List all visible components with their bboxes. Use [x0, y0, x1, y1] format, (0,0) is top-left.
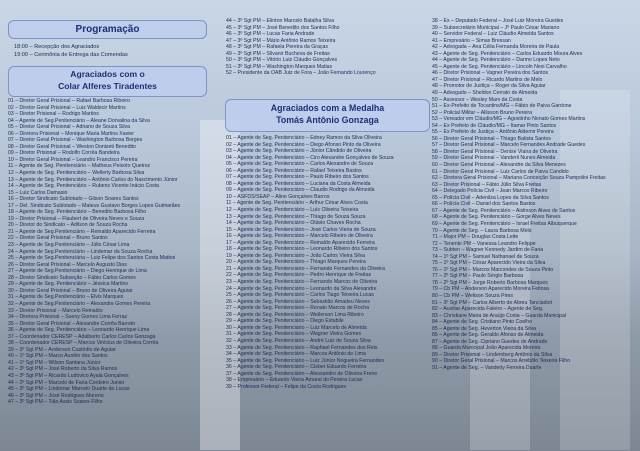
list-item: 66 – Polícia Civil – Daniel dos Santos Bastos: [432, 201, 536, 208]
list-item: 87 – Agente de Seg. Cipriano Guedes de Andrade: [432, 338, 548, 345]
list-item: 11 – Agente de Seg. Penitenciário – Arthur César Alves Costa: [226, 200, 368, 207]
list-item: 23 – Agente de Seg.Penitenciário – Júlio César Lima: [8, 242, 130, 249]
list-item: 55 – Ex Prefeito de Justiça – Antônio Aldemir Pereira: [432, 129, 554, 136]
list-item: 47 – 3º Sgt PM – Mário Antônio Ramos Teixeira: [226, 37, 336, 44]
list-item: 42 – 3º Sgt PM – José Roberto da Silva Ramos: [8, 366, 118, 373]
list-item: 08 – Agente de Seg. Penitenciário – Luciana da Costa Almeida: [226, 180, 371, 187]
list-item: 85 – Agente de Seg. Heverton Vieira da Silva: [432, 325, 537, 332]
list-item: 51 – 3º Sgt PM – Washington Marques Matias: [226, 63, 333, 70]
list-item: 47 – 3º Sgt PM – Tião Assis Soares Filho: [8, 399, 103, 406]
list-item: 18 – Agente de Seg. Penitenciário – Leonardo Ribeiro dos Santos: [226, 246, 378, 253]
list-item: 17 – Del. Sindicato Sublotado – Mateus Gustavo Borges Lopes Guimarães: [8, 202, 181, 209]
list-item: 07 – Agente de Seg. Penitenciário – Paulo Ribeiro dos Santos: [226, 174, 369, 181]
list-item: 25 – Agente de Seg. Penitenciário – Carlos Tiago Teixeira Lucas: [226, 292, 374, 299]
list-item: 04 – Agente de Seg.Penitenciário – Aleane Dorvalina da Silva: [8, 117, 150, 124]
tiradentes-title-line1: Agraciados com o: [70, 69, 145, 79]
list-item: 76 – 1º Sgt PM – Marcos Marcondes de Souza Pinto: [432, 266, 554, 273]
list-item: 71 – Major PM – Douglas Costa Leite: [432, 234, 519, 241]
list-item: 56 – Diretor Geral Prisional – Thiago Batista Santos: [432, 135, 551, 142]
list-item: 11 – Agente de Seg. Penitenciário – Matheus Peixoto Queiroz: [8, 163, 151, 170]
list-item: 37 – Coordenador CERESP – Adalberto Carlos Carlos Gonzaga: [8, 333, 156, 340]
list-item: 63 – Diretor Prisional – Fábio Júlio Silva Freitas: [432, 181, 542, 188]
list-item: 69 – Agente de Seg. Penitenciário – Israel Freitas Albuquerque: [432, 220, 577, 227]
list-item: 16 – Agente de Seg. Penitenciário – Marcelo Ribeiro de Oliveira: [226, 233, 373, 240]
list-item: 12 – Agente de Seg. Penitenciário – Luís Oliveira Teixeira: [226, 207, 359, 214]
list-item: 34 – Agente de Seg. Penitenciário – Marcos Antônio de Lima: [226, 351, 366, 358]
list-item: 48 – 3º Sgt PM – Rafaela Pereira da Graças: [226, 44, 328, 51]
list-item: 70 – Agente de Seg. – Laura Barbosa Melo: [432, 227, 532, 234]
list-item: 81 – 3º Sgt PM – Carlos Alberto de Abreu Tanciadori: [432, 299, 553, 306]
list-item: 50 – Assessor – Wesley Marx da Costa: [432, 96, 523, 103]
list-item: 54 – Ex Prefeito de Cláudio/MG – Itamar Pinto Santos: [432, 122, 557, 129]
list-item: 43 – 3º Sgt PM – Ricardo Ludovico Ayala Gonçalves: [8, 372, 129, 379]
list-item: 25 – Agente de Seg.Penitenciária – Luiz Felipe dos Santos Costa Mattos: [8, 255, 176, 262]
list-item: 35 – Agente de Seg. Penitenciário – Luiz Júnior Nogueira Fernandes: [226, 357, 385, 364]
list-item: 62 – Diretora Geral Prisional – Mariana Conceição Souza Pampolini Freitas: [432, 175, 606, 182]
gonzaga-title-line2: Tomás Antônio Gonzaga: [276, 115, 379, 125]
list-item: 36 – Agente de Seg. Penitenciário – Cleber Eduardo Ferreira: [226, 364, 367, 371]
list-item: 75 – 1º Sgt PM – César Aparecido Vieira da Silva: [432, 260, 546, 267]
list-item: 65 – Polícia Civil – Adenilza Lopes da Silva Santos: [432, 194, 549, 201]
gonzaga-header: [225, 99, 430, 132]
list-item: 68 – Agente de Seg. Penitenciário – Gorge Alves Neves: [432, 214, 561, 221]
list-item: 19 – Agente de Seg. Penitenciário – João Carlos Vieira Silva: [226, 252, 366, 259]
programacao-schedule: [14, 44, 128, 59]
list-item: 64 – Delegado Polícia Civil – Jean Marcos Ribeiro: [432, 188, 548, 195]
list-item: 10 – Diretor Geral Prisional – Leandro Francisco Pereira: [8, 156, 138, 163]
list-item: 06 – Diretora Prisional – Monique Maria Martins Xavier: [8, 130, 134, 137]
list-item: 46 – 3º Sgt PM – José Rodrigues Moreno: [8, 392, 104, 399]
gonzaga-list-continued: [432, 18, 636, 449]
list-item: 52 – Policial Militar – Allisson Bruno Pereira: [432, 109, 533, 116]
list-item: 51 – Ex-Prefeito de Tocantins/MG – Fábio de Paiva Gardone: [432, 103, 572, 110]
list-item: 61 – Diretor Geral Prisional – Luiz Carlos de Paiva Candido: [432, 168, 569, 175]
list-item: 30 – Agente de Seg. Penitenciário – Luiz Marcelo de Almeida: [226, 324, 367, 331]
list-item: 80 – Cb PM – Welison Souza Pires: [432, 292, 513, 299]
list-item: 23 – Agente de Seg. Penitenciário – Fernando Marcos de Oliveira: [226, 279, 378, 286]
list-item: 40 – 1º Sgt PM – Marco Aurélio dos Santos: [8, 353, 108, 360]
tiradentes-list-continued: [226, 18, 426, 80]
list-item: 88 – Guarda Municipal João Aparecida Moreira: [432, 345, 541, 352]
list-item: 90 – Diretor Geral Prisional – Marcos Arrebôlo Teixeira Filho: [432, 358, 571, 365]
list-item: 15 – Luiz Carlos Damasio: [8, 189, 68, 196]
list-item: 07 – Diretor Geral Prisional – Washington Barbosa Borges: [8, 137, 143, 144]
list-item: 47 – Diretor Prisional – Ricardo Martins de Melo: [432, 76, 543, 83]
list-item: 21 – Agente de Seg.Penitenciário – Reinaldo Aparecido Ferreira: [8, 228, 156, 235]
list-item: 37 – Agente de Seg. Penitenciário – Alessandro de Oliveira Freire: [226, 370, 378, 377]
list-item: 13 – Agente de Seg. Penitenciário – Thiago de Souza Souza: [226, 213, 366, 220]
list-item: 39 – Subsecretário Municipal – Jº Paulo César Mariano: [432, 24, 560, 31]
list-item: 78 – 2º Sgt PM – Jorge Roberto Barbosa Marques: [432, 279, 548, 286]
list-item: 67 – Agente de Seg. Penitenciário – Aislinson Alves de Santos: [432, 207, 576, 214]
list-item: 77 – 2º Sgt PM – Paulo Sérgio Barbosa: [432, 273, 524, 280]
list-item: 26 – Agente de Seg. Penitenciário – Sebastião Amadeu Neves: [226, 298, 370, 305]
list-item: 45 – 3º Sgt PM – José Benedito dos Santos Filho: [226, 24, 340, 31]
list-item: 09 – Agente de Seg. Penitenciário – Claudio Rodrigo da Almeida: [226, 187, 375, 194]
programacao-header: [8, 20, 207, 39]
list-item: 48 – Promotor de Justiça – Roger da Silva Aguiar: [432, 83, 546, 90]
list-item: 14 – Agente de Seg. Penitenciário – Rubens Vicente Inácio Costa: [8, 183, 160, 190]
list-item: 22 – Diretor Geral Prisional – Bruno Santos: [8, 235, 108, 242]
list-item: 26 – Diretor Geral Prisional – Marcelo Augusto Dias: [8, 261, 127, 268]
list-item: 33 – Diretor Prisional – Marcelo Reinaldo: [8, 307, 103, 314]
programacao-title: Programação: [75, 24, 140, 35]
list-item: 44 – 2º Sgt PM – Marcelo de Faria Cordeiro Junior: [8, 379, 125, 386]
list-item: 86 – Agente de Seg. Geraldo Afonso de Almeida: [432, 332, 544, 339]
list-item: 32 – Agente de Seg. Penitenciário – André Luiz de Souza Silva: [226, 337, 371, 344]
list-item: 73 – Subten – Wagner Kennedy Jardim de Faria: [432, 247, 544, 254]
list-item: 44 – Agente de Seg. Penitenciário – Darmo Lopes Neto: [432, 57, 560, 64]
list-item: 29 – Agente de Seg. Penitenciário – Jéssica Martins: [8, 281, 128, 288]
list-item: 28 – Agente de Seg. Penitenciário – Wellerson Lima Ribeiro: [226, 311, 364, 318]
list-item: 10 – ASFDS/SEAP – Aline Gonçalves Barros: [226, 193, 330, 200]
list-item: 16 – Diretor Sindicato Sublotado – Gilson Soares Santos: [8, 196, 139, 203]
list-item: 06 – Agente de Seg. Penitenciário – Rafael Teixeira Bastos: [226, 167, 362, 174]
list-item: 15 – Agente de Seg. Penitenciário – José Carlos Vieira de Souza: [226, 226, 376, 233]
list-item: 13 – Agente de Seg. Penitenciário – Antônio Carlos do Nascimento Júnior: [8, 176, 178, 183]
list-item: 36 – Agente de Seg. Penitenciário – Leonardo Henrique Lima: [8, 327, 150, 334]
list-item: 18 – Agente de Seg. Penitenciário – Benedito Barbosa Filho: [8, 209, 147, 216]
list-item: 38 – Empresário – Eduardo Vieira Amaral do Pereira Lucas: [226, 377, 363, 384]
list-item: 60 – Diretor Geral Prisional – Alexandre da Silva Menezes: [432, 162, 566, 169]
list-item: 72 – Tenente PM – Vanessa Leandro Felippe: [432, 240, 536, 247]
list-item: 50 – 3º Sgt PM – Vitório Luiz Cláudio Gonçalves: [226, 57, 338, 64]
list-item: 20 – Diretor do Sindicato – Adilson de Souza Rocha: [8, 222, 128, 229]
list-item: 30 – Diretor Geral Prisional – Bruno de Oliveira Aguiar: [8, 287, 133, 294]
list-item: 12 – Agente de Seg. Penitenciário – Wellerty Barbosa Silva: [8, 170, 145, 177]
list-item: 34 – Diretora Prisional – Sueny Gomes Lima Ferraz: [8, 314, 128, 321]
list-item: 46 – 3º Sgt PM – Lucas Faria Andrade: [226, 31, 315, 38]
list-item: 35 – Diretor Geral Prisional – Alexandre Corrêa Barreto: [8, 320, 136, 327]
gonzaga-list: [226, 135, 426, 449]
list-item: 39 – Professor Federal – Felipe da Costa Rodrigues: [226, 383, 346, 390]
list-item: 42 – Advogada – Ana Célia Fernanda Moreira de Paula: [432, 44, 560, 51]
list-item: 31 – Agente de Seg.Penitenciário – Elvis Marques: [8, 294, 124, 301]
list-item: 57 – Diretor Geral Prisional – Marcelo Fernandes Andrade Guedes: [432, 142, 586, 149]
list-item: 59 – Diretor Geral Prisional – Vanderli Nunes Almeida: [432, 155, 556, 162]
list-item: 45 – Agente de Seg. Penitenciário – Lincoln Nesi Carvalho: [432, 63, 567, 70]
list-item: 38 – Coordenador CERESP – Marcos Vinícius de Oliveira Corrêa: [8, 340, 159, 347]
list-item: 52 – Presidente da OAB Juiz de Fora – João Fernando Lourenço: [226, 70, 376, 77]
list-item: 09 – Diretor Prisional – Rodolfo Corrêa Bandeira: [8, 150, 120, 157]
list-item: 17 – Agente de Seg. Penitenciário – Reinaldo Aparecido Ferreira: [226, 239, 375, 246]
list-item: 41 – 1º Sgt PM – Wilson Santana Júnior: [8, 359, 101, 366]
list-item: 44 – 3º Sgt PM – Elinton Marcelo Batalha Silva: [226, 18, 335, 24]
list-item: 01 – Agente de Seg. Penitenciário – Edney Ramos da Silva Oliveira: [226, 135, 382, 141]
list-item: 20 – Agente de Seg. Penitenciário – Thiago Marques Pereira: [226, 259, 366, 266]
list-item: 38 – Ex – Deputado Federal – José Luiz Moreira Guedes: [432, 18, 564, 24]
list-item: 40 – Servidor Federal – Luiz Cláudio Almeida Santos: [432, 31, 554, 38]
list-item: 24 – Agente de Seg. Penitenciário – Leonardo da Silva Alexandre: [226, 285, 377, 292]
list-item: 49 – Advogado – Sheldon Cerrato de Almeida: [432, 90, 538, 97]
tiradentes-title-line2: Colar Alferes Tiradentes: [58, 80, 157, 91]
list-item: 91 – Agente de Seg. – Vanderly Ferreira Duarte: [432, 364, 542, 371]
list-item: 84 – Agente de Seg. Cristiano Pinto Coelho: [432, 319, 533, 326]
list-item: 29 – Agente de Seg. Penitenciário – Diego Estabile: [226, 318, 344, 325]
list-item: 27 – Agente de Seg. Penitenciário – Renato Marcos de Rocha: [226, 305, 370, 312]
list-item: 58 – Diretor Geral Prisional – Denise Viana de Oliveira: [432, 148, 558, 155]
list-item: 31 – Agente de Seg. Penitenciário – Wagner Vieira Gomes: [226, 331, 361, 338]
list-item: 03 – Agente de Seg. Penitenciário – Júnior Cândido de Oliveira: [226, 148, 372, 155]
list-item: 45 – 3º Sgt PM – Lindomar Marcelo Duarte de Lucas: [8, 386, 130, 393]
list-item: 53 – Vereador em Cláudio/MG – Agostinho Nonato Gomes Martins: [432, 116, 586, 123]
list-item: 28 – Diretor Sindicato Subseção – Fábio Carlos Gomes: [8, 274, 136, 281]
schedule-item: 18:00 – Recepção dos Agraciados: [14, 44, 100, 50]
list-item: 49 – 3º Sgt PM – Silvanir Bucheva de Freitas: [226, 50, 330, 57]
list-item: 21 – Agente de Seg. Penitenciário – Fernando Fernandes da Oliveira: [226, 265, 385, 272]
list-item: 14 – Agente de Seg. Penitenciário – Otávio Chaves Rocha: [226, 220, 361, 227]
list-item: 01 – Diretor Geral Prisional – Rafael Barbosa Ribeiro: [8, 98, 130, 104]
list-item: 89 – Diretor Prisional – Lindemberg Antônio da Silva: [432, 351, 553, 358]
list-item: 41 – Empresário – Simas Bressan: [432, 37, 511, 44]
list-item: 19 – Diretor Prisional – Flaubert de Oliveira Neves e Souza: [8, 215, 145, 222]
list-item: 05 – Diretor Geral Prisional – Adriano de Souza Silva: [8, 124, 130, 131]
list-item: 24 – Agente de Seg.Penitenciário – Lindemar da Souza Rocha: [8, 248, 153, 255]
list-item: 08 – Diretor Geral Prisional – Weston Donizeti Benedito: [8, 143, 136, 150]
list-item: 05 – Agente de Seg. Penitenciário – Carlos Alexandre de Souza: [226, 161, 374, 168]
list-item: 82 – Auxiliar Aparecida Faleiro – Agente de Seg.: [432, 306, 544, 313]
list-item: 27 – Agente de Seg.Penitenciário – Diego Henrique de Lima: [8, 268, 147, 275]
list-item: 32 – Agente de Seg.Penitenciário – Alexandre Gomes Pereira: [8, 300, 151, 307]
list-item: 46 – Diretor Prisional – Vagner Pereira dos Santos: [432, 70, 549, 77]
list-item: 79 – Cb PM – Anderson Aparecido Moreira Feitosa: [432, 286, 550, 293]
list-item: 74 – 1º Sgt PM – Samuel Nathanael de Souza: [432, 253, 539, 260]
gonzaga-title-line1: Agraciados com a Medalha: [270, 103, 385, 113]
schedule-item: 19:00 – Cerimônia de Entrega das Comendas: [14, 51, 128, 58]
list-item: 03 – Diretor Prisional – Rodrigo Martins: [8, 111, 99, 118]
list-item: 22 – Agente de Seg. Penitenciário – Pedro Henrique de Freitas: [226, 272, 372, 279]
list-item: 83 – Christiane Maria de Araújo Costa – Guarda Municipal: [432, 312, 567, 319]
list-item: 43 – Agente de Seg. Penitenciário – Carlos Eduardo Moura Alves: [432, 50, 583, 57]
list-item: 02 – Agente de Seg. Penitenciário – Diego Afonso Pinto da Oliveira: [226, 141, 381, 148]
tiradentes-header: [8, 66, 207, 97]
list-item: 02 – Diretor Geral Prisional – Luiz Waldecir Martins: [8, 104, 126, 111]
list-item: 33 – Agente de Seg. Penitenciário – Raphael Fernandes dos Reis: [226, 344, 378, 351]
list-item: 04 – Agente de Seg. Penitenciário – Ciro Alexandre Gonçalves de Souza: [226, 154, 394, 161]
list-item: 39 – 3º Sgt PM – Anderson Custódio de Aguiar: [8, 346, 116, 353]
tiradentes-list: [8, 98, 216, 448]
